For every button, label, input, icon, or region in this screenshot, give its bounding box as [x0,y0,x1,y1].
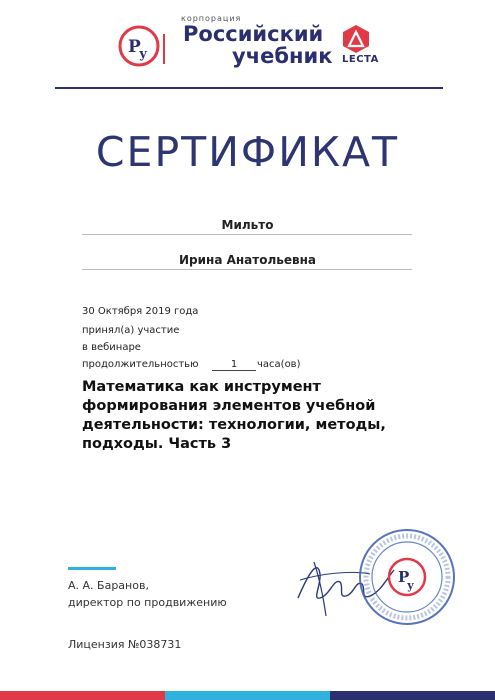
svg-text:у: у [139,47,148,62]
bottom-stripe-red [0,691,165,700]
webinar-topic: Математика как инструмент формирования элементов учебной деятельности: технологии, методы, подходы. Часть 3 [82,379,386,452]
svg-text:Р: Р [128,37,141,57]
signer-title: директор по продвижению [68,596,227,609]
svg-text:Р: Р [398,568,410,586]
lecta-logo-icon [341,24,371,54]
brand-small-text: корпорация [181,14,242,23]
duration-value: 1 [212,359,256,371]
footer-accent-bar [68,567,116,570]
certificate-date: 30 Октября 2019 года [82,306,199,317]
brand-divider [163,34,165,64]
participation-text: принял(а) участие [82,325,180,336]
certificate-title: СЕРТИФИКАТ [95,128,400,176]
header-divider [55,87,443,89]
duration-label: продолжительностью [82,359,199,370]
recipient-surname: Мильто [221,218,274,232]
recipient-name: Ирина Анатольевна [179,253,316,267]
license-number: Лицензия №038731 [68,638,182,651]
signer-name: А. А. Баранов, [68,579,149,592]
svg-text:у: у [407,579,415,592]
lecta-label: LECTA [342,54,379,65]
duration-unit: часа(ов) [257,359,301,370]
event-text: в вебинаре [82,342,141,353]
bottom-stripe-navy [330,691,495,700]
rossiyskiy-uchebnik-logo-icon [117,24,161,68]
brand-name-line2: учебник [232,44,333,68]
seal-stamp-icon [357,527,457,627]
signer-block [68,577,227,611]
bottom-stripe-blue [165,691,330,700]
brand-name-line1: Российский [183,22,324,46]
name-underline [82,269,412,270]
surname-underline [82,234,412,235]
